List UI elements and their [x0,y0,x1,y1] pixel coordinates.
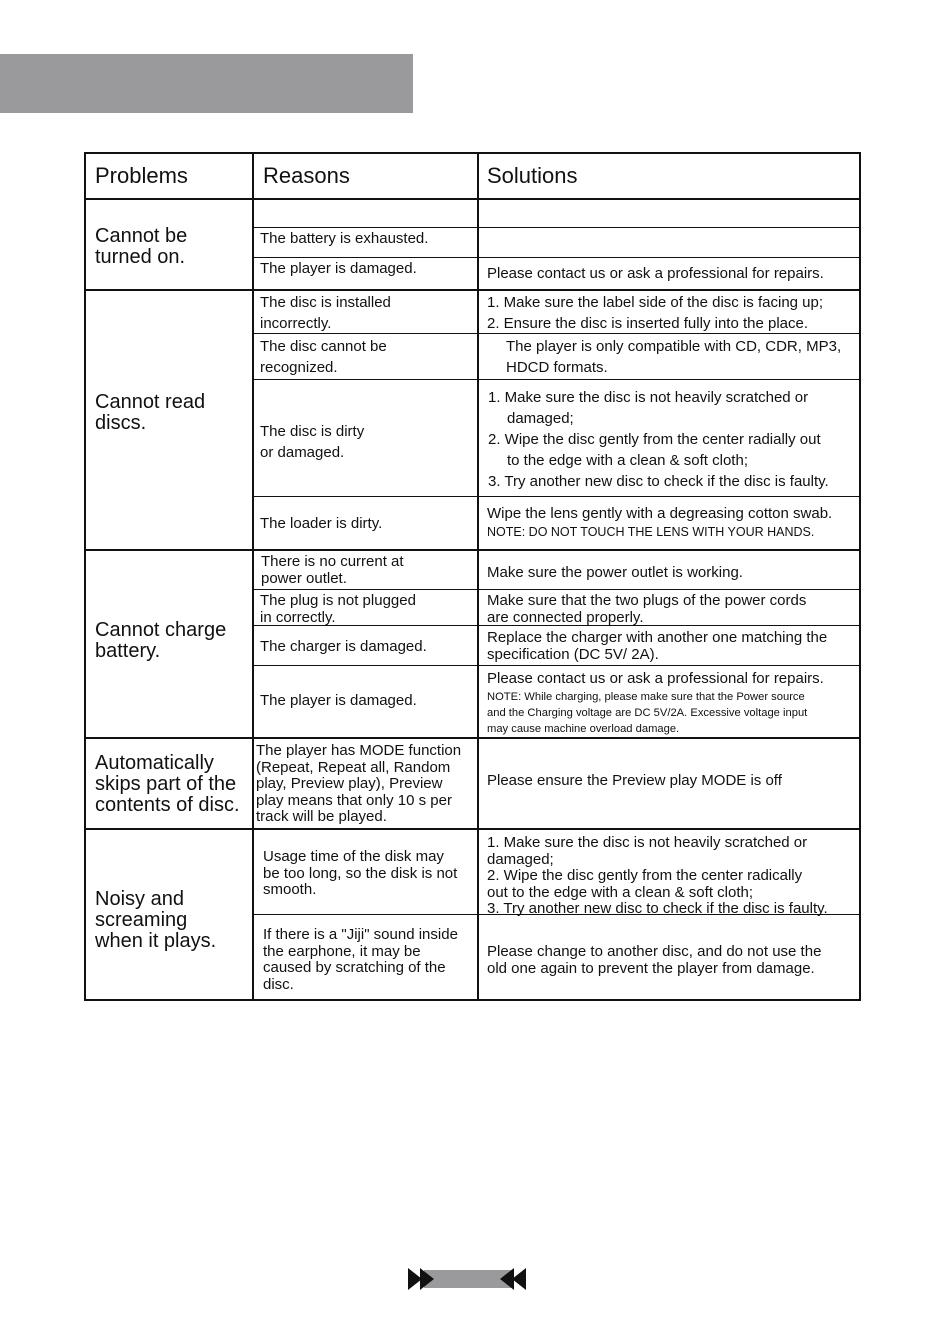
problem-noisy: Noisy and screaming when it plays. [95,888,217,952]
table-border-left [84,152,86,1001]
page-navigation [408,1266,528,1292]
page-nav-bar [424,1270,512,1288]
section-divider [84,828,861,830]
solution-cell: Make sure the power outlet is working. [487,564,743,581]
reason-cell: The player is damaged. [260,692,417,709]
column-divider [252,152,254,1001]
reason-cell: The disc cannot be recognized. [260,338,387,376]
reason-cell: There is no current at power outlet. [261,553,404,587]
solution-cell: 1. Make sure the label side of the disc is facing up; 2. Ensure the disc is inserted fully into the place. [487,294,824,332]
solution-cell: Replace the charger with another one matching the specification (DC 5V/ 2A). [487,629,828,663]
reason-cell: The player has MODE function (Repeat, Repeat all, Random play, Preview play), Preview play means that only 10 s per track will be played. [256,742,462,825]
reason-cell: The disc is installed incorrectly. [260,294,391,332]
problem-cannot-read-discs: Cannot read discs. [95,391,206,434]
solution-cell: Please contact us or ask a professional for repairs. [487,265,824,282]
table-header-divider [84,198,861,200]
solution-cell: Please ensure the Preview play MODE is off [487,772,782,789]
header-reasons: Reasons [263,163,350,188]
reason-cell: The player is damaged. [260,260,417,277]
row-divider [253,665,861,666]
solution-cell: Please contact us or ask a professional for repairs. NOTE: While charging, please make sure that the Power source and the Charging voltage are DC 5V/2A. Excessive voltage input may cause machine overload damage. [487,670,824,735]
solution-cell: Please change to another disc, and do not use the old one again to prevent the player from damage. [487,943,822,977]
reason-cell: Usage time of the disk may be too long, so the disk is not smooth. [263,848,458,898]
row-divider [253,496,861,497]
reason-cell: The charger is damaged. [260,638,427,655]
row-divider [253,589,861,590]
column-divider [477,152,479,1001]
solution-cell: The player is only compatible with CD, CDR, MP3, HDCD formats. [506,338,842,376]
table-border-top [84,152,861,154]
solution-cell: Make sure that the two plugs of the power cords are connected properly. [487,592,807,626]
reason-cell: The loader is dirty. [260,515,383,532]
problem-skips-contents: Automatically skips part of the contents of disc. [95,752,240,816]
table-border-right [859,152,861,1001]
solution-cell: Wipe the lens gently with a degreasing cotton swab. NOTE: DO NOT TOUCH THE LENS WITH YOUR HANDS. [487,505,833,539]
header-solutions: Solutions [487,163,578,188]
reason-cell: The disc is dirty or damaged. [260,423,365,461]
reason-cell: If there is a "Jiji" sound inside the earphone, it may be caused by scratching of the disc. [263,926,458,993]
table-border-bottom [84,999,861,1001]
problem-cannot-turn-on: Cannot be turned on. [95,225,188,268]
page-nav-graphic [408,1266,528,1292]
row-divider [253,379,861,380]
section-divider [84,737,861,739]
section-divider [84,549,861,551]
section-divider [84,289,861,291]
problem-cannot-charge: Cannot charge battery. [95,619,227,662]
reason-cell: The battery is exhausted. [260,230,429,247]
header-problems: Problems [95,163,188,188]
solution-cell: 1. Make sure the disc is not heavily scratched or damaged; 2. Wipe the disc gently from the center radically out to the edge with a clean & soft cloth; 3. Try another new disc to check if the disc is faulty. [487,834,828,917]
reason-cell: The plug is not plugged in correctly. [260,592,416,626]
solution-cell: 1. Make sure the disc is not heavily scratched or damaged; 2. Wipe the disc gently from the center radially out to the edge with a clean & soft cloth; 3. Try another new disc to check if the disc is faulty. [488,389,829,490]
